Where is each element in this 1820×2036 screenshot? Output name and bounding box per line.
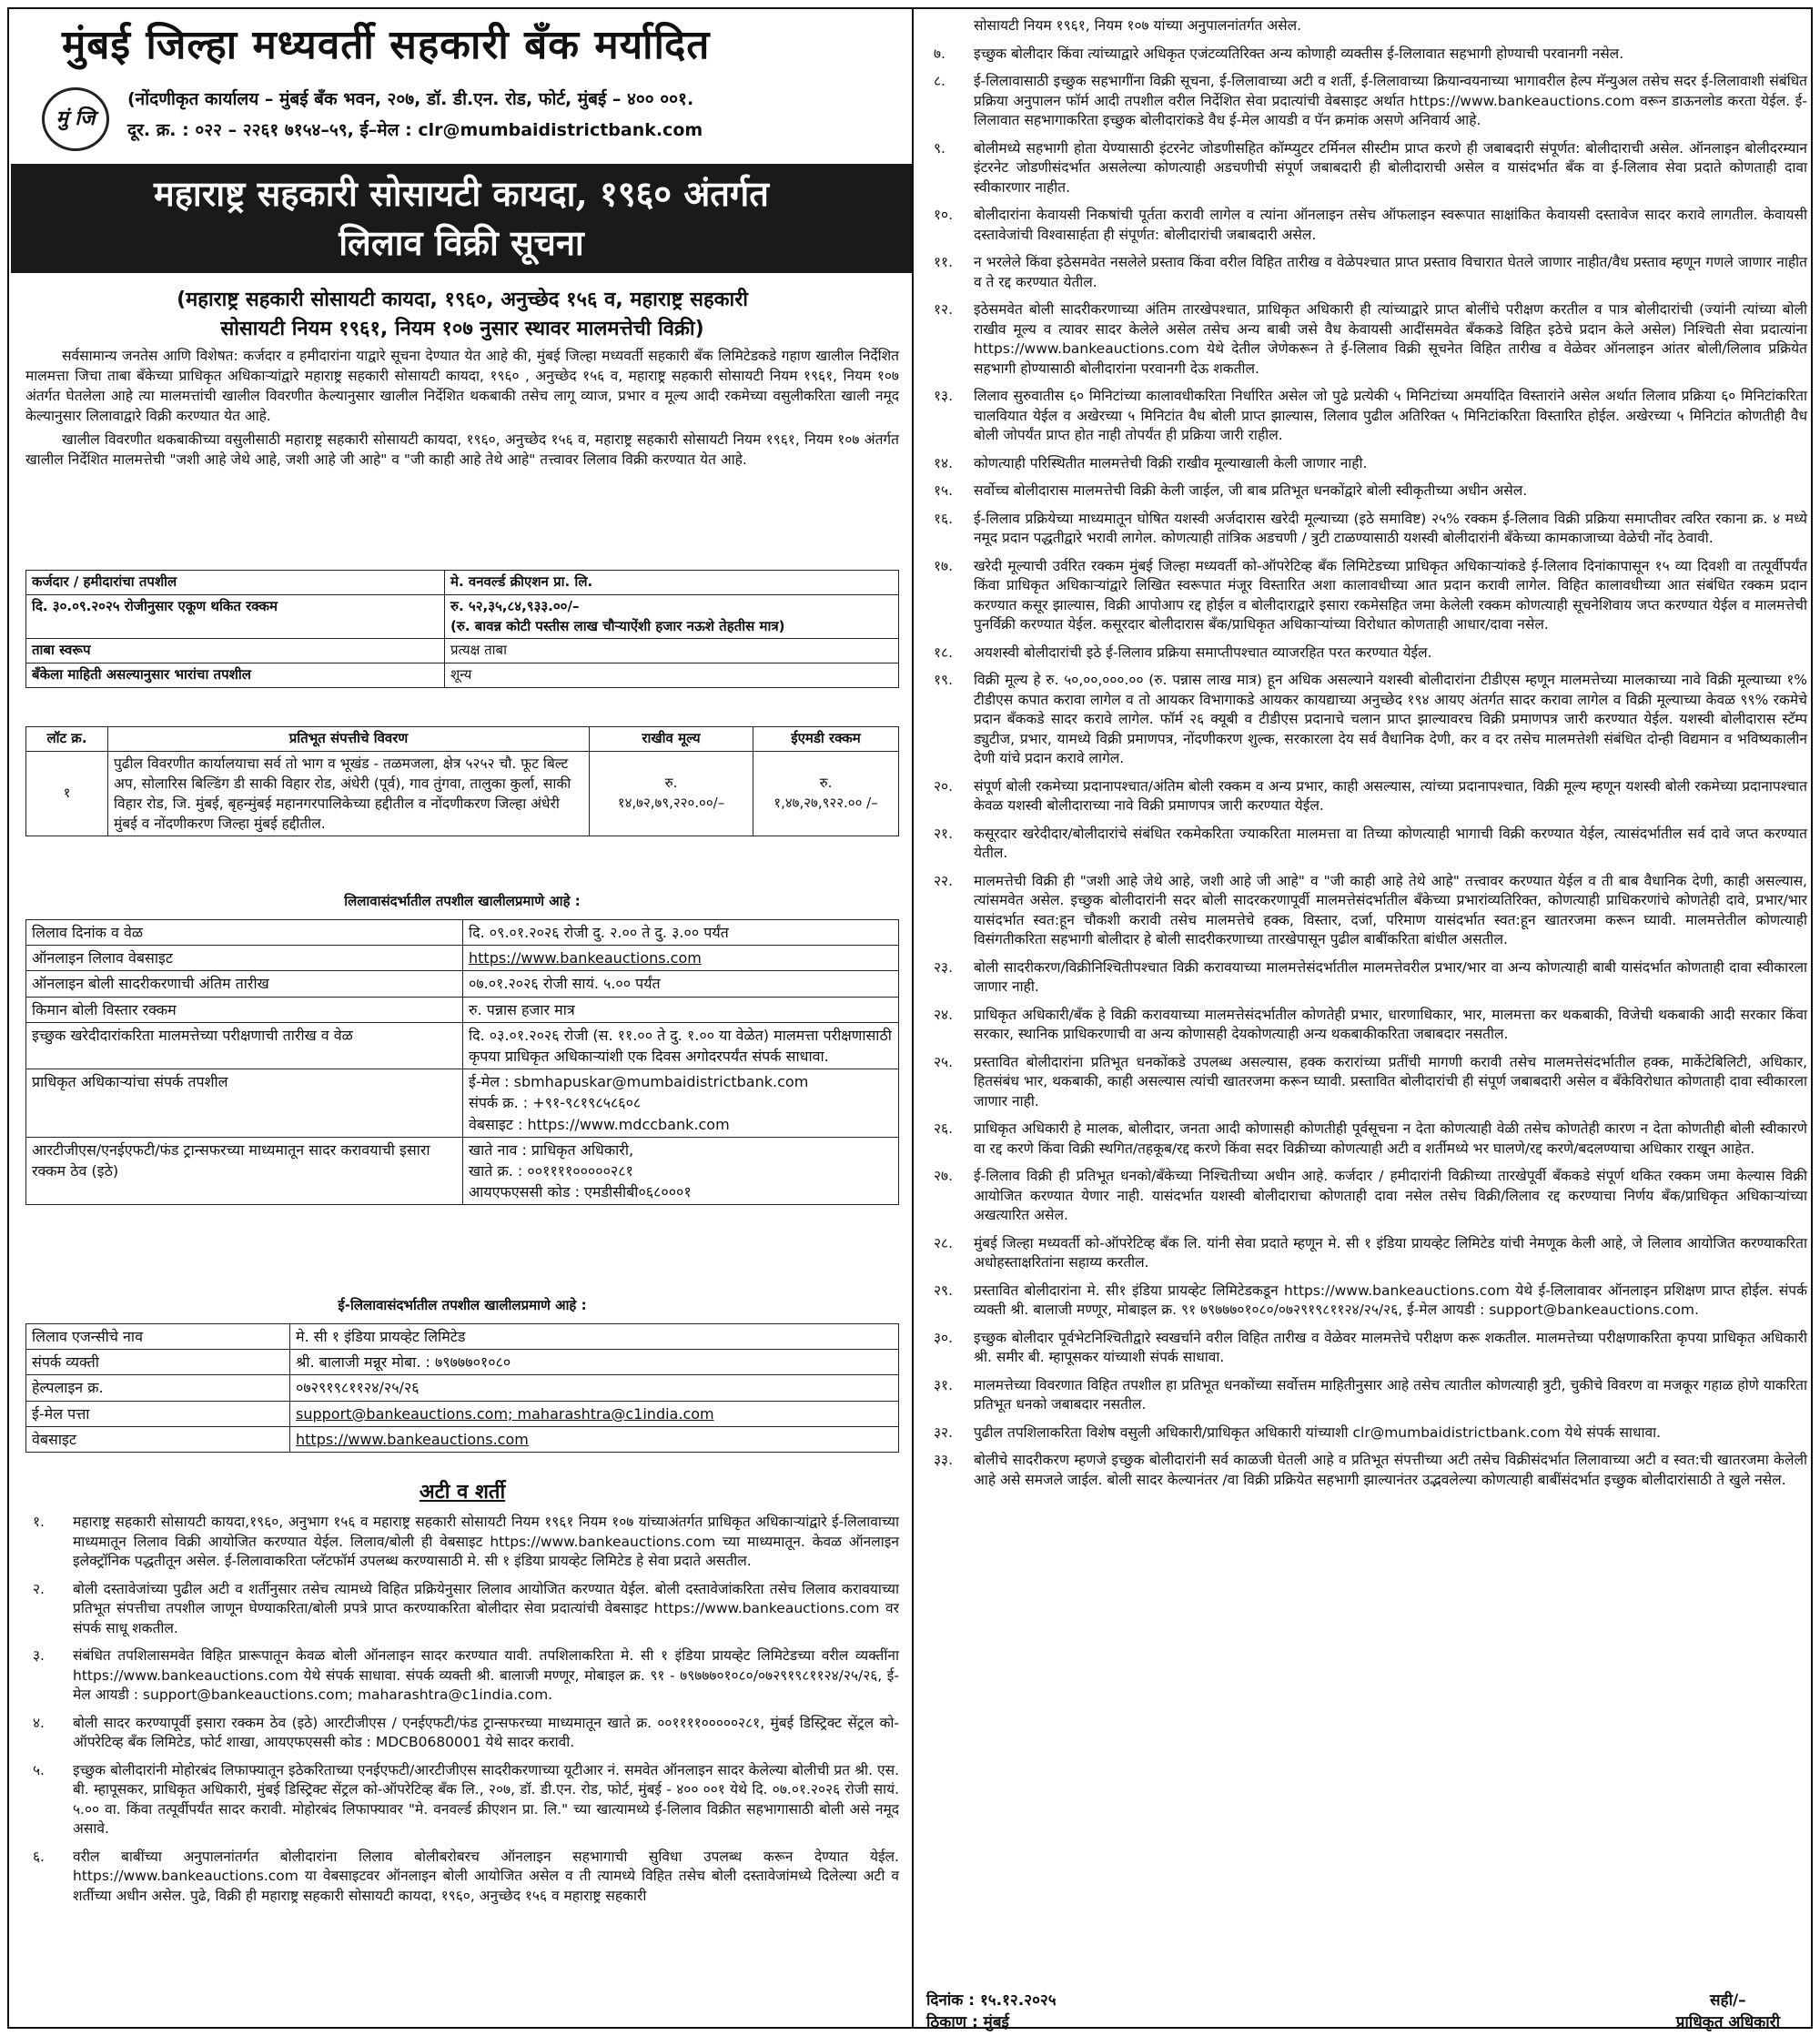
term-number: १६. [934, 510, 954, 527]
term-text: बोलीमध्ये सहभागी होता येण्यासाठी इंटरनेट जोडणीसहित कॉम्प्युटर टर्मिनल सीस्टीम प्राप्त करणे ही जबाबदारी संपूर्णत: बोलीदाराची असेल. ऑनलाइन बोलीदरम्यान इंटरनेट जोडणीसंदर्भात असलेल्या कोणत्याही अडचणीची संपूर्ण जबाबदारी ही बोलीदाराची असेल व यासंदर्भात बँक वा ई-लिलाव सेवा प्रदाते कोणताही दावा स्वीकारणार नाहीत. [974, 139, 1807, 196]
subtitle-line-2: सोसायटी नियम १९६१, नियम १०७ नुसार स्थावर मालमत्तेची विक्री) [220, 318, 704, 340]
term-number: २७. [934, 1168, 954, 1184]
auction-details-caption: लिलावासंदर्भातील तपशील खालीलप्रमाणे आहे : [344, 893, 581, 909]
term-number: २५. [934, 1053, 954, 1070]
table-row [26, 1426, 899, 1452]
terms-list-right [926, 16, 1807, 1498]
term-item [926, 1053, 1807, 1112]
term-item [926, 139, 1807, 198]
term-item [926, 1281, 1807, 1321]
term-number: ४. [33, 1714, 45, 1731]
term-number: ३०. [934, 1329, 954, 1346]
property-description: पुढील विवरणीत कार्यालयाचा सर्व तो भाग व भूखंड - तळमजला, क्षेत्र ५२५२ चौ. फूट बिल्ट अप, सोलारिस बिल्डिंग डी साकी विहार रोड, अंधेरी (पूर्व), गाव तुंगवा, तालुका कुर्ला, साकी विहार रोड, जि. मुंबई, बृहन्मुंबई महानगरपालिकेच्या हद्दीतील व नोंदणीकरण जिल्हा अंधेरी मुंबई व नोंदणीकरण जिल्हा मुंबई हद्दीतील. [108, 751, 590, 836]
intro-text [25, 346, 899, 473]
row-value: शून्य [445, 663, 899, 688]
term-item [926, 643, 1807, 663]
term-item [926, 253, 1807, 292]
term-item [926, 1119, 1807, 1159]
term-number: १७. [934, 557, 954, 574]
term-text: अयशस्वी बोलीदारांची इठे ई-लिलाव प्रक्रिया समाप्तीपश्चात व्याजरहित परत करण्यात येईल. [974, 643, 1432, 661]
intro-paragraph-2: खालील विवरणीत थकबाकीच्या वसुलीसाठी महाराष्ट्र सहकारी सोसायटी कायदा, १९६०, अनुच्छेद १५६ व, महाराष्ट्र सहकारी सोसायटी नियम १९६१, नियम १०७ अंतर्गत खालील निर्देशित मालमत्तेची "जशी आहे जेथे आहे, जशी आहे जी आहे" व "जी काही आहे तेथे आहे" तत्त्वावर लिलाव विक्री करण्यात येत आहे. [25, 431, 899, 468]
term-number: ५. [33, 1761, 45, 1778]
term-text: विक्री मूल्य हे रु. ५०,००,०००.०० (रु. पन्नास लाख मात्र) हून अधिक असल्याने यशस्वी बोलीदारांना टीडीएस म्हणून मालमत्तेच्या मालकाच्या नावे विक्री मूल्याच्या १% टीडीएस कपात करावा लागेल व तो आयकर विभागाकडे आयकर कायद्याच्या अनुच्छेद १९४ आयए अंतर्गत सादर करावा लागेल व विक्री मूल्याच्या केवळ ९९% रकमेचे प्रदान बँककडे सादर करावे लागेल. फॉर्म २६ क्यूबी व टीडीएस प्रदानाचे चलान प्राप्त झाल्यावरच विक्री प्रमाणपत्र जारी करण्यात येईल. यशस्वी बोलीदारास स्टॅम्प ड्युटीज, प्रभार, यामध्ये विक्री प्रमाणपत्र, नोंदणीकरण शुल्क, सरकारला देय सर्व वैधानिक देणी, कर व दर तसेच मालमत्तेशी संबंधित दोन्ही विद्यमान व भविष्यकालीन देणी यांचे प्रदान करावे लागेल. [974, 672, 1807, 766]
term-number: १०. [934, 207, 954, 223]
table-row [26, 920, 899, 946]
row-value: दि. ०३.०१.२०२६ रोजी (स. ११.०० ते दु. १.०० या वेळेत) मालमत्ता परीक्षणासाठी कृपया प्राधिकृत अधिकाऱ्यांशी एक दिवस अगोदरपर्यंत संपर्क साधावा. [463, 1022, 899, 1069]
row-value: खाते नाव : प्राधिकृत अधिकारी, खाते क्र. : ००११११०००००२८१ आयएफएससी कोड : एमडीसीबी०६८०००१ [463, 1137, 899, 1205]
term-item [926, 72, 1807, 131]
column-header: ईएमडी रक्कम [753, 727, 899, 752]
column-header: लॉट क्र. [26, 727, 108, 752]
row-value: ई-मेल : sbmhapuskar@mumbaidistrictbank.com संपर्क क्र. : +९१-९८१९८५८६०८ वेबसाइट : https://www.mdccbank.com [463, 1069, 899, 1138]
outstanding-amount-words: (रु. बावन्न कोटी पस्तीस लाख चौऱ्याऐंशी हजार नऊशे तेहतीस मात्र) [450, 617, 785, 634]
term-number: २६. [934, 1120, 954, 1137]
column-header: प्रतिभूत संपत्तीचे विवरण [108, 727, 590, 752]
term-text: बोली दस्तावेजांच्या पुढील अटी व शर्तीनुसार तसेच त्यामध्ये विहित प्रक्रियेनुसार लिलाव आयोजित करण्यात येईल. बोली दस्तावेजांकरिता तसेच लिलाव करावयाच्या प्रतिभूत संपत्तीचा तपशील जाणून घेण्याकरिता/बोली प्रपत्रे प्राप्त करण्याकरिता बोलीदार सेवा प्रदात्यांची वेबसाइट https://www.bankeauctions.com वर संपर्क साधू शकतील. [73, 1580, 899, 1636]
banner-line-2: लिलाव विक्री सूचना [339, 222, 584, 263]
row-label: ऑनलाइन लिलाव वेबसाइट [26, 946, 463, 971]
term-item [926, 510, 1807, 549]
term-item [926, 300, 1807, 379]
term-text: बोली सादर करण्यापूर्वी इसारा रक्कम ठेव (इठे) आरटीजीएस / एनईएफटी/फंड ट्रान्सफरच्या माध्यमातून खाते क्र. ००११११०००००२८१, मुंबई डिस्ट्रिक्ट सेंट्रल को-ऑपरेटिव्ह बँक लिमिटेड, फोर्ट शाखा, आयएफएससी कोड : MDCB0680001 येथे सादर करावी. [73, 1714, 899, 1750]
table-row [26, 639, 899, 663]
row-label: संपर्क व्यक्ती [26, 1350, 290, 1375]
table-row [26, 1375, 899, 1401]
row-value: ०७.०१.२०२६ रोजी सायं. ५.०० पर्यंत [463, 971, 899, 997]
term-text: कोणत्याही परिस्थितीत मालमत्तेची विक्री राखीव मूल्याखाली केली जाणार नाही. [974, 454, 1368, 471]
table-row [26, 946, 899, 971]
outstanding-amount: रु. ५२,३५,८४,९३३.००/– [450, 597, 580, 614]
term-text: प्रस्तावित बोलीदारांना मे. सी१ इंडिया प्रायव्हेट लिमिटेडकडून https://www.bankeauctions.com येथे ई-लिलावावर ऑनलाइन प्रशिक्षण प्राप्त होईल. संपर्क व्यक्ती श्री. बालाजी मण्णूर, मोबाइल क्र. ९१ ७९७७७०१०८०/०७२९१९८११२४/२५/२६, ई-मेल आयडी : support@bankeauctions.com. [974, 1281, 1807, 1318]
header [25, 16, 899, 153]
footer-left [926, 1990, 1057, 2033]
term-number: २०. [934, 777, 954, 795]
term-number: १८. [934, 643, 954, 661]
registered-office-address: (नोंदणीकृत कार्यालय – मुंबई बँक भवन, २०७, डॉ. डी.एन. रोड, फोर्ट, मुंबई – ४०० ००१. [127, 89, 694, 109]
table-row [26, 751, 899, 836]
row-label: लिलाव दिनांक व वेळ [26, 920, 463, 946]
bank-name: मुंबई जिल्हा मध्यवर्ती सहकारी बँक मर्यादित [62, 22, 711, 68]
term-number: २१. [934, 825, 954, 842]
term-text: प्रस्तावित बोलीदारांना प्रतिभूत धनकोंकडे उपलब्ध असल्यास, हक्क करारांच्या प्रतींची मागणी करावी तसेच मालमत्तेसंदर्भातील हक्क, मार्केटेबिलिटी, अधिकार, हितसंबंध भार, थकबाकी, काही असल्यास त्यांची खातरजमा करून घ्यावी. प्रस्तावित बोलीदारांची ही संपूर्ण जबाबदारी असेल व बँकेविरोधात कोणताही दावा स्वीकारला जाणार नाही. [974, 1053, 1807, 1109]
bank-logo: मुं जि [42, 87, 109, 151]
table-row [26, 1022, 899, 1069]
term-item [926, 1006, 1807, 1045]
term-item [926, 1329, 1807, 1368]
term-number: १५. [934, 482, 954, 499]
row-value: श्री. बालाजी मन्नूर मोबा. : ७९७७७०१०८० [290, 1350, 899, 1375]
table-row [26, 997, 899, 1022]
term-number: ३. [33, 1647, 45, 1664]
term-number: ६. [33, 1848, 45, 1865]
intro-paragraph-1: सर्वसामान्य जनतेस आणि विशेषत: कर्जदार व हमीदारांना याद्वारे सूचना देण्यात येत आहे की, मुंबई जिल्हा मध्यवर्ती सहकारी बँक लिमिटेडकडे गहाण खालील निर्देशित मालमत्ता जिचा ताबा बँकेच्या प्राधिकृत अधिकाऱ्यांद्वारे महाराष्ट्र सहकारी सोसायटी कायदा, १९६० , अनुच्छेद १५६ व, महाराष्ट्र सहकारी सोसायटी नियम १९६१, नियम १०७ अंतर्गत घेतलेला आहे त्या मालमत्तांची खालील विवरणीत केल्यानुसार खालील निर्देशित थकबाकी तसेच लागू व्याज, प्रभार व मूल्य आदी रकमेच्या वसुलीकरिता खाली नमूद केल्यानुसार लिलावाद्वारे विक्री करण्यात येत आहे. [25, 348, 899, 424]
auction-details-table [25, 919, 899, 1205]
term-number: ३२. [934, 1423, 954, 1441]
term-item [926, 1234, 1807, 1273]
row-label: लिलाव एजन्सीचे नाव [26, 1324, 290, 1350]
banner-line-1: महाराष्ट्र सहकारी सोसायटी कायदा, १९६० अंतर्गत [154, 173, 769, 214]
term-text: इच्छुक बोलीदार किंवा त्यांच्याद्वारे अधिकृत एजंटव्यतिरिक्त अन्य कोणाही व्यक्तीस ई-लिलावात सहभागी होण्याची परवानगी नसेल. [974, 45, 1624, 62]
term-number: २४. [934, 1006, 954, 1023]
table-row [26, 1350, 899, 1375]
term-number: १४. [934, 454, 954, 471]
term-item [926, 1451, 1807, 1490]
term-number: १२. [934, 301, 954, 318]
row-label: किमान बोली विस्तार रक्कम [26, 997, 463, 1022]
term-item [25, 1580, 899, 1639]
term-item [926, 958, 1807, 998]
table-row [26, 1069, 899, 1138]
table-row [26, 971, 899, 997]
term-number: २. [33, 1580, 45, 1597]
term-number: २३. [934, 958, 954, 976]
term-text: इच्छुक बोलीदार पूर्वभेटनिश्चितीद्वारे स्वखर्चाने वरील विहित तारीख व वेळेवर मालमत्तेचे परीक्षण करू शकतील. मालमत्तेच्या परीक्षणाकरिता कृपया प्राधिकृत अधिकारी श्री. समीर बी. म्हापूसकर यांच्याशी संपर्क साधावा. [974, 1329, 1807, 1365]
term-text: लिलाव सुरुवातीस ६० मिनिटांच्या कालावधीकरिता निर्धारित असेल जो पुढे प्रत्येकी ५ मिनिटांच्या अमर्यादित विस्तारांने असेल अर्थात लिलाव प्रक्रिया ६० मिनिटांकरिता चालवियात येईल व अखेरच्या ५ मिनिटांत वैध बोली प्राप्त झाल्यास, लिलाव पुढील अतिरिक्त ५ मिनिटांकरिता विस्तारित होईल. अखेरच्या ५ मिनिटांत कोणतीही वैध बोली जोपर्यंत प्राप्त होत नाही तोपर्यंत ही प्रक्रिया जारी राहील. [974, 388, 1807, 443]
term-text: खरेदी मूल्याची उर्वरित रक्कम मुंबई जिल्हा मध्यवर्ती को-ऑपरेटिव्ह बँक लिमिटेडच्या प्राधिकृत अधिकाऱ्यांकडे ई-लिलाव दिनांकापासून १५ व्या दिवशी वा तत्पूर्वीपर्यंत किंवा प्राधिकृत अधिकाऱ्यांद्वारे लिखित स्वरूपात मंजूर विस्तारित अशा कालावधीच्या आत प्रदान करावी लागेल. विहित कालावधीच्या आत संबंधित रक्कम प्रदान करण्यात कसूर झाल्यास, विक्री आपोआप रद्द होईल व बोलीदाराद्वारे इसारा रकमेसहित जमा केलेली रक्कम कोणत्याही सूचनेशिवाय जप्त करण्यात येईल व मालमत्तेची पुनर्विक्री करण्यात येईल. कसूरदार बोलीदारास बँक/प्राधिकृत अधिकाऱ्यांच्या विरोधात कोणताही आधार/दावा नसेल. [974, 557, 1807, 633]
table-row [26, 1401, 899, 1426]
term-number: ९. [934, 139, 945, 157]
contact-line: दूर. क्र. : ०२२ – २२६१ ७१५४–५९, ई–मेल : clr@mumbaidistrictbank.com [127, 120, 703, 140]
term-text: बोलीदारांना केवायसी निकषांची पूर्तता करावी लागेल व त्यांना ऑनलाइन तसेच ऑफलाइन स्वरूपात साक्षांकित केवायसी दस्तावेज सादर करावे लागतील. केवायसी दस्तावेजांची विश्वासार्हता ही संपूर्णत: बोलीदारांची जबाबदारी असेल. [974, 207, 1807, 243]
table-row [26, 1137, 899, 1205]
term-item [926, 671, 1807, 769]
subtitle [25, 286, 899, 344]
row-label: हेल्पलाइन क्र. [26, 1375, 290, 1401]
lot-number: १ [26, 751, 108, 836]
term-item [926, 872, 1807, 950]
term-text: कसूरदार खरेदीदार/बोलीदारांचे संबंधित रकमेकरिता ज्याकरिता मालमत्ता वा तिच्या कोणत्याही भागाची विक्री करण्यात येईल, त्यासंदर्भातील सर्व दावे जप्त करण्यात येतील. [974, 825, 1807, 861]
term-item [926, 387, 1807, 446]
column-divider [912, 9, 914, 2027]
notice-date: दिनांक : १५.१२.२०२५ [926, 1991, 1057, 2010]
term-number: १. [33, 1514, 45, 1530]
term-text: ई-लिलाव प्रक्रियेच्या माध्यमातून घोषित यशस्वी अर्जदारास खरेदी मूल्याच्या (इठे समाविष्ट) २५% रक्कम ई-लिलाव विक्री प्रक्रिया समाप्तीवर त्वरित रकाना क्र. ४ मध्ये नमूद प्रदान पद्धतीद्वारे भरावी लागेल. कोणत्याही तांत्रिक अडचणी / त्रुटी टाळण्यासाठी यशस्वी बोलीदारांनी बँकेच्या कामकाजाच्या वेळेची नोंद ठेवावी. [974, 510, 1807, 546]
row-value: ०७२९१९८११२४/२५/२६ [290, 1375, 899, 1401]
left-column [25, 16, 899, 1904]
row-label: वेबसाइट [26, 1426, 290, 1452]
term-item [926, 16, 1807, 36]
title-banner [11, 164, 912, 273]
emd-currency: रु. [819, 775, 833, 791]
row-label: ताबा स्वरूप [26, 639, 445, 663]
row-label: आरटीजीएस/एनईएफटी/फंड ट्रान्सफरच्या माध्यमातून सादर करावयाची इसारा रक्कम ठेव (इठे) [26, 1137, 463, 1205]
term-item [25, 1513, 899, 1572]
row-value: प्रत्यक्ष ताबा [445, 639, 899, 663]
term-text: ई-लिलाव विक्री ही प्रतिभूत धनको/बँकेच्या निश्चितीच्या अधीन आहे. कर्जदार / हमीदारांनी विक्रीच्या तारखेपूर्वी बँककडे संपूर्ण थकित रक्कम जमा केल्यास विक्री आयोजित करण्यात येणार नाही. यासंदर्भात यशस्वी बोलीदाराचा कोणताही दावा नसेल तसेच विक्री/लिलाव रद्द करण्याचा निर्णय बँक/प्राधिकृत अधिकाऱ्यांच्या अखत्यारित असेल. [974, 1168, 1807, 1223]
term-number: २९. [934, 1281, 954, 1299]
term-text: इच्छुक बोलीदारांनी मोहोरबंद लिफाफ्यातून इठेकरिताच्या एनईएफटी/आरटीजीएस सादरीकरणाच्या यूटीआर नं. समवेत ऑनलाइन सादर केलेल्या बोलीची प्रत श्री. एस. बी. म्हापूसकर, प्राधिकृत अधिकारी, मुंबई डिस्ट्रिक्ट सेंट्रल को-ऑपरेटिव्ह बँक लि., २०७, डॉ. डी.एन. रोड, फोर्ट, मुंबई - ४०० ००१ येथे दि. ०७.०१.२०२६ रोजी सायं. ५.०० वा. किंवा तत्पूर्वीपर्यंत सादर करावी. मोहोरबंद लिफाफ्यावर "मे. वनवर्ल्ड क्रीएशन प्रा. लि." च्या खात्यामध्ये ई-लिलाव विक्रीत सहभागासाठी बोली असे नमूद असावे. [73, 1761, 899, 1837]
term-number: ११. [934, 254, 954, 270]
agency-table [25, 1323, 899, 1453]
borrower-table [25, 570, 899, 688]
term-item [25, 1848, 899, 1907]
emd-amount: १,४७,२७,९२२.०० /– [774, 794, 878, 811]
row-label: ई-मेल पत्ता [26, 1401, 290, 1426]
table-header-row [26, 727, 899, 752]
eauction-details-caption: ई-लिलावासंदर्भातील तपशील खालीलप्रमाणे आहे : [338, 1297, 587, 1313]
term-number: ३३. [934, 1452, 954, 1468]
row-value: दि. ०९.०१.२०२६ रोजी दु. २.०० ते दु. ३.०० पर्यंत [463, 920, 899, 946]
term-item [926, 825, 1807, 864]
row-value: मे. सी १ इंडिया प्रायव्हेट लिमिटेड [290, 1324, 899, 1350]
term-number: ३१. [934, 1376, 954, 1393]
term-item [25, 1761, 899, 1839]
term-text: बोली सादरीकरण/विक्रीनिश्चितीपश्चात विक्री करावयाच्या मालमत्तेसंदर्भातील मालमत्तेवरील प्रभार/भार वा अन्य कोणत्याही बाबी यासंदर्भात कोणताही दावा स्वीकारला जाणार नाही. [974, 958, 1807, 995]
term-text: न भरलेले किंवा इठेसमवेत नसलेले प्रस्ताव किंवा वरील विहित तारीख व वेळेपश्चात प्राप्त प्रस्ताव विचारात घेतले जाणार नाहीत/वैध प्रस्ताव म्हणून गणले जाणार नाहीत व ते रद्द करण्यात येतील. [974, 254, 1807, 290]
term-number: १३. [934, 388, 954, 404]
notice-page [7, 7, 1813, 2029]
lot-table [25, 726, 899, 836]
term-number: २८. [934, 1234, 954, 1251]
term-item [25, 1646, 899, 1706]
subtitle-line-1: (महाराष्ट्र सहकारी सोसायटी कायदा, १९६०, अनुच्छेद १५६ व, महाराष्ट्र सहकारी [177, 289, 748, 311]
term-item [926, 45, 1807, 65]
reserve-price-cell [590, 751, 753, 836]
row-value: मे. वनवर्ल्ड क्रीएशन प्रा. लि. [445, 571, 899, 595]
row-label: कर्जदार / हमीदारांचा तपशील [26, 571, 445, 595]
term-item [926, 481, 1807, 501]
term-item [926, 777, 1807, 816]
agency-website-link[interactable]: https://www.bankeauctions.com [290, 1426, 899, 1452]
term-item [926, 454, 1807, 474]
term-item [926, 1167, 1807, 1226]
term-text: वरील बाबींच्या अनुपालनांतर्गत बोलीदारांना लिलाव बोलीबरोबरच ऑनलाइन सहभागाची सुविधा उपलब्ध करून देण्यात येईल. https://www.bankeauctions.com या वेबसाइटवर ऑनलाइन बोली आयोजित असेल व ती त्यामध्ये विहित तसेच बोली दस्तावेजांमध्ये दिलेल्या अटी व शर्तीच्या अधीन असेल. पुढे, विक्री ही महाराष्ट्र सहकारी सोसायटी कायदा, १९६०, अनुच्छेद १५६ व महाराष्ट्र सहकारी [73, 1848, 899, 1904]
term-number: ७. [934, 45, 945, 62]
term-number [926, 16, 974, 36]
emd-amount-cell [753, 751, 899, 836]
row-label: प्राधिकृत अधिकाऱ्यांचा संपर्क तपशील [26, 1069, 463, 1138]
terms-list-left [25, 1513, 899, 1914]
row-label: इच्छुक खरेदीदारांकरिता मालमत्तेच्या परीक्षणाची तारीख व वेळ [26, 1022, 463, 1069]
term-text: मालमत्तेच्या विवरणात विहित तपशील हा प्रतिभूत धनकोंच्या सर्वोत्तम माहितीनुसार आहे तसेच त्यातील कोणत्याही त्रुटी, चुकीचे विवरण वा मजकूर गहाळ होणे याकरिता प्रतिभूत धनको जबाबदार नसतील. [974, 1376, 1807, 1413]
row-value: रु. पन्नास हजार मात्र [463, 997, 899, 1022]
term-number: १९. [934, 672, 954, 688]
term-item [926, 1423, 1807, 1443]
term-text: ई-लिलावासाठी इच्छुक सहभागींना विक्री सूचना, ई-लिलावाच्या अटी व शर्ती, ई-लिलावाच्या क्रियान्वयनाच्या भागावरील हेल्प मॅन्युअल तसेच सदर ई-लिलावाशी संबंधित प्रक्रिया अनुपालन फॉर्म आदी तपशील वरील निर्देशित सेवा प्रदात्यांची वेबसाइट अर्थात https://www.bankeauctions.com वरून डाऊनलोड करता येईल. ई-लिलावात सहभागाकरिता इच्छुक बोलीदारांकडे वैध ई-मेल आयडी व पॅन क्रमांक असणे अनिवार्य आहे. [974, 73, 1807, 128]
term-text: पुढील तपशिलाकरिता विशेष वसुली अधिकारी/प्राधिकृत अधिकारी यांच्याशी clr@mumbaidistrictbank.com येथे संपर्क साधावा. [974, 1423, 1662, 1441]
notice-place: ठिकाण : मुंबई [926, 2013, 1009, 2031]
auction-website-link[interactable]: https://www.bankeauctions.com [463, 946, 899, 971]
term-text: संपूर्ण बोली रकमेच्या प्रदानापश्चात/अंतिम बोली रक्कम व अन्य प्रभार, काही असल्यास, त्यांच्या प्रदानापश्चात, विक्री मूल्य म्हणून यशस्वी बोली रकमेच्या प्रदानापश्चात केवळ यशस्वी बोलीदाराच्या नावे विक्री प्रमाणपत्र जारी करण्यात येईल. [974, 777, 1807, 814]
table-row [26, 571, 899, 595]
reserve-price-currency: रु. [664, 775, 678, 791]
term-text: संबंधित तपशिलासमवेत विहित प्रारूपातून केवळ बोली ऑनलाइन सादर करण्यात यावी. तपशिलाकरिता मे. सी १ इंडिया प्रायव्हेट लिमिटेडच्या वरील व्यक्तींना https://www.bankeauctions.com येथे संपर्क साधावा. संपर्क व्यक्ती श्री. बालाजी मण्णूर, मोबाइल क्र. ९१ - ७९७७७०१०८०/०७२९१९८११२४/२५/२६, ई-मेल आयडी : support@bankeauctions.com; maharashtra@c1india.com. [73, 1647, 899, 1703]
signature-block [1676, 1990, 1780, 2033]
term-text: मुंबई जिल्हा मध्यवर्ती को-ऑपरेटिव्ह बँक लि. यांनी सेवा प्रदाते म्हणून मे. सी १ इंडिया प्रायव्हेट लिमिटेड यांची नेमणूक केली आहे, जे लिलाव आयोजित करण्याकरिता अधोहस्ताक्षरितांना सहाय्य करतील. [974, 1234, 1807, 1271]
term-number: ८. [934, 73, 945, 89]
term-item [926, 1376, 1807, 1415]
term-item [926, 206, 1807, 245]
term-text: प्राधिकृत अधिकारी/बँक हे विक्री करावयाच्या मालमत्तेसंदर्भातील कोणतेही प्रभार, धारणाधिकार, भार, मालमत्ता कर थकबाकी, विजेची थकबाकी आदी सरकार किंवा सरकार, स्थानिक प्राधिकरणाची वा अन्य कोणासही देयकोणत्याही अन्य थकबाकीकरिता जबाबदार नसतील. [974, 1006, 1807, 1042]
table-row [26, 663, 899, 688]
term-number: २२. [934, 872, 954, 889]
row-label: दि. ३०.०९.२०२५ रोजीनुसार एकूण थकित रक्कम [26, 594, 445, 639]
term-text: सोसायटी नियम १९६१, नियम १०७ यांच्या अनुपालनांतर्गत असेल. [974, 17, 1302, 34]
terms-title: अटी व शर्ती [419, 1481, 506, 1504]
term-text: प्राधिकृत अधिकारी हे मालक, बोलीदार, जनता आदी कोणासही कोणतीही पूर्वसूचना न देता कोणत्याही वेळी तसेच कोणतेही कारण न देता कोणतीही बोली स्वीकारणे वा रद्द करणे किंवा विक्री स्थगित/तहकूब/रद्द करणे किंवा सदर विक्रीच्या कोणत्याही अटी व शर्तीमध्ये भर घालणे/रद्द करणे/बदलण्याचा अधिकार राखून आहेत. [974, 1120, 1807, 1157]
term-text: महाराष्ट्र सहकारी सोसायटी कायदा,१९६०, अनुभाग १५६ व महाराष्ट्र सहकारी सोसायटी नियम १९६१ नियम १०७ यांच्याअंतर्गत प्राधिकृत अधिकाऱ्यांद्वारे ई-लिलावाच्या माध्यमातून लिलाव विक्री आयोजित करण्यात येईल. लिलाव/बोली ही वेबसाइट https://www.bankeauctions.com च्या माध्यमातून. केवळ ऑनलाइन इलेक्ट्रॉनिक पद्धतीतून असेल. ई-लिलावाकरिता प्लॅटफॉर्म उपलब्ध करण्यासाठी मे. सी १ इंडिया प्रायव्हेट लिमिटेड हे सेवा प्रदाते असतील. [73, 1514, 899, 1569]
term-text: बोलीचे सादरीकरण म्हणजे इच्छुक बोलीदारांनी सर्व काळजी घेतली आहे व प्रतिभूत संपत्तीच्या अटी तसेच विक्रीसंदर्भात लिलावाच्या अटी व स्वत:ची खातरजमा केलेली आहे असे समजले जाईल. बोली सादर केल्यानंतर /वा विक्री प्रक्रियेत सहभागी झाल्यानंतर उद्भवलेल्या कोणत्याही बाबींसंदर्भात इच्छुक बोलीदारांसाठी ते खुले नसेल. [974, 1452, 1807, 1488]
signature: सही/– [1710, 1991, 1746, 2010]
email-links[interactable]: support@bankeauctions.com; maharashtra@c1india.com [290, 1401, 899, 1426]
reserve-price: १४,७२,७९,२२०.००/– [617, 794, 725, 811]
row-value [445, 594, 899, 639]
term-text: इठेसमवेत बोली सादरीकरणाच्या अंतिम तारखेपश्चात, प्राधिकृत अधिकारी ही त्यांच्याद्वारे प्राप्त बोलींचे परीक्षण करतील व पात्र बोलीदारांची (ज्यांनी त्यांच्या बोली राखीव मूल्य व त्यावर सादर केलेले असेल तसेच अन्य बाबी जसे वैध केवायसी आदींसमवेत बँककडे विहित इठेचे प्रदान केले असेल) निश्चिती सेवा प्रदात्यांना https://www.bankeauctions.com येथे देतील जेणेकरून ते ई-लिलाव विक्री सूचनेत विहित तारीख व वेळेवर ऑनलाइन आंतर बोली/लिलाव प्रक्रियेत सहभागी होण्यासाठी बोलीदारांना परवानगी देऊ शकतील. [974, 301, 1807, 377]
row-label: ऑनलाइन बोली सादरीकरणाची अंतिम तारीख [26, 971, 463, 997]
table-row [26, 1324, 899, 1350]
term-item [25, 1714, 899, 1753]
term-text: सर्वोच्च बोलीदारास मालमत्तेची विक्री केली जाईल, जी बाब प्रतिभूत धनकोंद्वारे बोली स्वीकृतीच्या अधीन असेल. [974, 482, 1528, 499]
authorized-officer: प्राधिकृत अधिकारी [1675, 2013, 1780, 2031]
term-text: मालमत्तेची विक्री ही "जशी आहे जेथे आहे, जशी आहे जी आहे" व "जी काही आहे तेथे आहे" तत्त्वावर करण्यात येईल व ती बाब वैधानिक देणी, काही असल्यास, त्यांसमवेत असेल. इच्छुक बोलीदारांनी सदर बोली सादरकरणापूर्वी मालमत्तेसंदर्भातील बँकेच्या प्रभारांव्यतिरिक्त, कोणत्याही प्राधिकरणांचे कोणतेही दावे, प्रभार/भार यासंदर्भात स्वत:हून चौकशी करावी तसेच मालमत्तेचे हक्क, विस्तार, दर्जा, परिमाण यासंदर्भात स्वत:हून खातरजमा करून घ्यावी. मालमत्तेतील कोणत्याही विसंगतीकरिता सहभागी बोलीदार हे बोली सादरीकरणाच्या तारखेपासून पुढील बाबींकरिता बांधील असतील. [974, 872, 1807, 947]
column-header: राखीव मूल्य [590, 727, 753, 752]
table-row [26, 594, 899, 639]
row-label: बँकेला माहिती असल्यानुसार भारांचा तपशील [26, 663, 445, 688]
term-item [926, 557, 1807, 635]
